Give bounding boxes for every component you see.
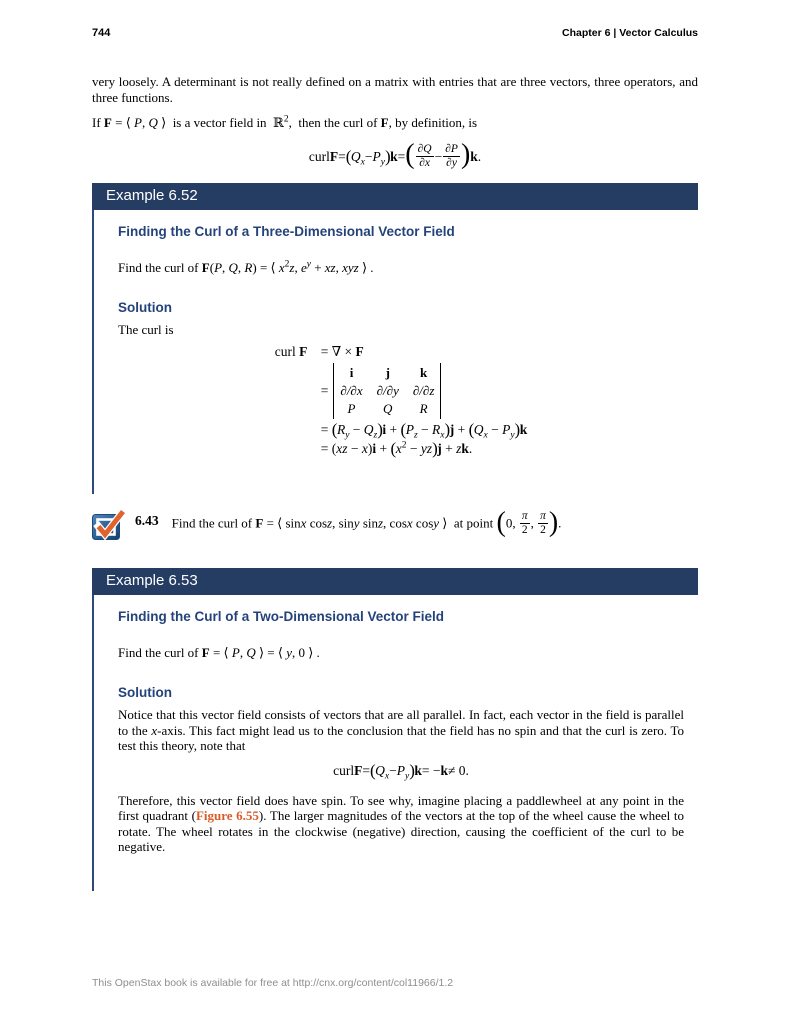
checkpoint-number: 6.43 (135, 512, 159, 528)
curl-definition-line: If F = ⟨ P, Q ⟩ is a vector field in ℝ$^2$, then the curl of F, by definition, is (92, 114, 478, 130)
chapter-title: Chapter 6 | Vector Calculus (562, 27, 698, 39)
example-6-53-solution-heading: Solution (118, 685, 172, 700)
example-6-52-solution-heading: Solution (118, 300, 172, 315)
page-body (92, 74, 698, 891)
derivation-step-4 (275, 441, 527, 457)
example-6-53-conclusion-paragraph (118, 793, 684, 855)
derivation-step-2 (275, 363, 527, 419)
page-header (92, 27, 698, 39)
page-number: 744 (92, 27, 111, 39)
matrix-cell: ∂/∂z (412, 383, 435, 398)
curl-result-formula: curl F = ( $Q_x$ − $P_y$ ) k = − k ≠ 0. (333, 760, 469, 782)
example-6-52-title: Finding the Curl of a Three-Dimensional Vector Field (118, 224, 455, 239)
example-6-52 (92, 183, 698, 494)
derivation-step-4-expr: = $(xz - x)i + (x^2 - yz)j$ + zk. (320, 439, 473, 458)
matrix-cell: j (385, 365, 390, 380)
derivation-step-1 (275, 344, 527, 360)
derivation-step-1-expr: = ∇ × F (320, 344, 364, 359)
example-6-52-problem: Find the curl of F(P, Q, R) = ⟨ $x^2z$, $e^y$ + xz, xyz ⟩ . (118, 259, 374, 275)
curl-derivation (275, 344, 527, 457)
page-footer: This OpenStax book is available for free at http://cnx.org/content/col11966/1.2 (92, 977, 454, 989)
matrix-cell: i (349, 365, 354, 380)
determinant-matrix (333, 363, 441, 419)
curl-2d-display-formula: curl F = ( $Q_x$ − $P_y$ ) k = ( $\frac{\partial Q}{\partial x}$ − $\frac{\partial P}{\partial y}$ ) k . (308, 139, 482, 170)
example-6-53-header-bar: Example 6.53 (92, 568, 698, 595)
example-6-53-title: Finding the Curl of a Two-Dimensional Vector Field (118, 609, 445, 624)
derivation-step-3 (275, 420, 528, 441)
derivation-step-3-expr: = $(R_y - Q_z)i + (P_z - R_x)j + (Q_x - P_y)k$ (320, 420, 528, 441)
matrix-cell: R (419, 401, 428, 416)
example-6-53 (92, 568, 698, 891)
matrix-cell: P (347, 401, 356, 416)
matrix-cell: k (420, 365, 428, 380)
example-6-53-solution-paragraph: Notice that this vector field consists of vectors that are all parallel. In fact, each vector in the field is parallel to the x-axis. This fact might lead us to the conclusion that the field has no spin and that the curl is zero. To test this theory, note that (118, 707, 684, 753)
example-6-53-problem: Find the curl of F = ⟨ P, Q ⟩ = ⟨ y, 0 ⟩ . (118, 645, 320, 660)
matrix-cell: ∂/∂x (340, 383, 363, 398)
example-6-53-body (92, 595, 698, 891)
figure-reference-link[interactable]: Figure 6.55 (195, 808, 259, 823)
conclusion-text-after: ). The larger magnitudes of the vectors at the top of the wheel cause the wheel to rotate. The wheel rotates in the clockwise (negative) direction, causing the coefficient of the curl to be negative. (118, 808, 684, 854)
intro-paragraph: very loosely. A determinant is not really defined on a matrix with entries that are three vectors, three operators, and three functions. (92, 74, 698, 105)
checkpoint-6-43 (92, 506, 698, 540)
equals-sign: = (320, 383, 329, 398)
derivation-lhs: curl F (274, 344, 308, 359)
example-6-52-body (92, 210, 698, 494)
checkpoint-checkbox-icon (92, 509, 125, 540)
example-6-52-header-bar: Example 6.52 (92, 183, 698, 210)
matrix-cell: ∂/∂y (376, 383, 399, 398)
checkpoint-text: Find the curl of F = ⟨ sinx cosz, siny sinz, cosx cosy ⟩ at point (0, $\frac{\pi}{2}$ , $\frac{\pi}{2}$ ). (171, 506, 562, 538)
example-6-52-solution-intro: The curl is (118, 322, 174, 337)
matrix-cell: Q (383, 401, 393, 416)
conclusion-text-before: Therefore, this vector field does have spin. To see why, imagine placing a paddlewheel at any point in the first quadrant ( (118, 792, 684, 823)
